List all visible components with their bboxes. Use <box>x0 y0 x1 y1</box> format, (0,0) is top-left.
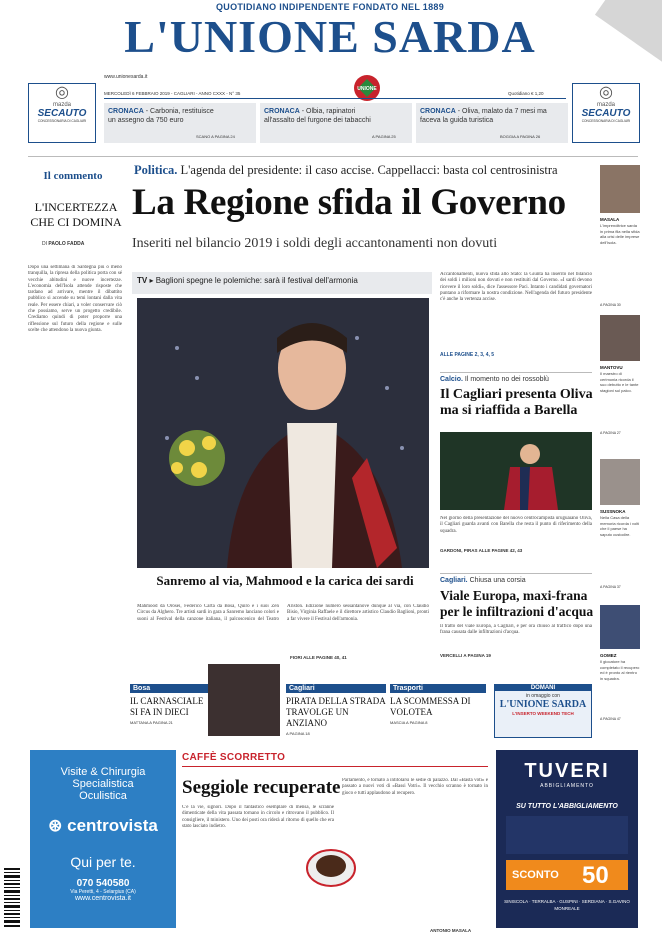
cagliari-kicker: Cagliari. Chiusa una corsia <box>440 577 526 584</box>
coffee-cup-icon <box>304 846 358 888</box>
avatar <box>600 459 640 505</box>
bottom-teaser[interactable]: Trasporti LA SCOMMESSA DI VOLOTEA MASCIA A PAGINA 8 <box>390 684 486 736</box>
main-headline: La Regione sfida il Governo <box>132 182 566 223</box>
caffe-body-2: Parlamento, è tornato a intitolarsi le sedie di palazzo. Dal «Basta voti» è passato a nuovi voti di «Bassi Votri». Il vecchio scranno è tornato in gioco e tutti applaudono al recupero. <box>342 778 488 796</box>
bottom-teaser[interactable]: Cagliari PIRATA DELLA STRADA TRAVOLGE UN ANZIANO A PAGINA 18 <box>286 685 386 736</box>
commento-label: Il commento <box>43 170 103 182</box>
top-teaser[interactable]: CRONACA - Carbonia, restituisce un assegno da 750 euro SCANO A PAGINA 24 <box>104 103 256 143</box>
cagliari-ref: VERCELLI A PAGINA 19 <box>440 653 491 658</box>
commento-body: Dopo una settimana di Sardegna più o meno tranquilla, la ripresa della politica porta con sé vecchie abitudini e nuove incertezze. L'economia dell'Isola attende risposte che tardano ad arrivare, mentre il dibattito pubblico si accende su temi lontani dalla vita reale. Per essere chiari, a voler conservare ciò che possiamo, serve un progetto credibile. Crediamo quindi di poter proporre una riflessione sul futuro della regione e sulle scelte che attendono la nuova giunta. <box>28 265 122 333</box>
sidebar-people: MASALA L'imprenditrice sarda in prima fila nella sfida alla crisi delle imprese dell'Isola. A PAGINA 30 MANTOVU Il maestro di cerimonia ricorda il suo debutto e le tante stagioni sul palco. A PAGINA 27 SUSSNOKA Nella Casa della memoria ricorda i volti che il paese ha saputo custodire. A PAGINA 37 GOMEZ Il giocatore ha completato il recupero ed è pronto al rientro in squadra. A PAGINA 47 <box>600 165 640 725</box>
masthead-tagline: QUOTIDIANO INDIPENDENTE FONDATO NEL 1889 <box>215 2 445 12</box>
caffe-headline: Seggiole recuperate <box>182 777 341 798</box>
masthead-dateline: MERCOLEDÌ 6 FEBBRAIO 2019 - CAGLIARI - ANNO CXXX - N° 35 <box>104 91 241 96</box>
tv-caption: Sanremo al via, Mahmood e la carica dei sardi <box>156 573 414 588</box>
caffe-body-1: C'è la vie, signori. Dopo il fantastico esemplare di mensa, le scranne dimenticate della vita passata tornano in circolo e ritrovano il pubblico. Il consigliere, il ministero. Uno dei posti ora riderà al ritorno di quello che era stato lasciato indietro. <box>182 805 334 829</box>
mazda-logo-icon: ◎ <box>55 84 69 101</box>
commento-title: L'INCERTEZZA CHE CI DOMINA <box>30 200 122 229</box>
calcio-headline: Il Cagliari presenta Oliva ma si riaffida a Barella <box>440 387 593 418</box>
calcio-ref: GARDONI, PIRAS ALLE PAGINE 42, 43 <box>440 548 523 553</box>
ad-centrovista[interactable]: Visite & Chirurgia Specialistica Oculistica ⊛ centrovista Qui per te. 070 540580 Via Peretti, 4 - Selargius (CA) www.centrovista.it <box>30 750 176 928</box>
sconto-badge: SCONTO 50 <box>506 860 628 890</box>
main-body: Accantonamenti, nuova sfida allo Stato: la Giunta ha inserito nel bilancio dei soldi i milioni non dovuti e non restituiti dal Governo. «I sardi devono ricevere il loro soldi», dice l'assessore Paci. Intanto i candidati governatori puntano a riformare la nostra condizione. Nell'agenda del futuro presidente c'è anche la vertenza accise. <box>440 272 592 303</box>
tv-strip[interactable]: TV ▸ Baglioni spegne le polemiche: sarà il festival dell'armonia <box>132 272 432 294</box>
calcio-body: Nel giorno della presentazione del nuovo centrocampista uruguaiano Oliva, il Cagliari guarda avanti con Barella che resta il punto di riferimento della squadra. <box>440 516 592 534</box>
top-teaser[interactable]: CRONACA - Olbia, rapinatori all'assalto del furgone dei tabacchi A PAGINA 25 <box>260 103 412 143</box>
bottom-teaser[interactable]: Bosa IL CARNASCIALE SI FA IN DIECI MATTANA A PAGINA 21 <box>130 684 208 736</box>
tv-ref: FIORI ALLE PAGINE 40, 41 <box>290 655 347 660</box>
ad-top-left[interactable]: ◎ mazda SECAUTO CONCESSIONARIA DI CAGLIARI <box>28 83 96 143</box>
top-teaser[interactable]: CRONACA - Oliva, malato da 7 mesi ma faceva la guida turistica BOGGIA A PAGINA 26 <box>416 103 568 143</box>
centrovista-logo-icon: ⊛ <box>48 816 63 835</box>
bosa-photo <box>208 664 280 736</box>
tv-body: Mahmood da Orosei, Federico Carta da Bosa, Quiro e i suoi Zen Circus da Alghero. Tre artisti sardi in gara a Sanremo lanciano colori e suoni al Festival della canzone italiana, il palcoscenico del Teatro Ariston. Edizione numero sessantanove dunque al via, con Claudio Bisio, Virginia Raffaele e il direttore artistico Claudio Baglioni, pronti a far vivere il Festival dell'armonia. <box>137 604 429 622</box>
cagliari-headline: Viale Europa, maxi-frana per le infiltrazioni d'acqua <box>440 588 594 619</box>
mazda-logo-icon: ◎ <box>599 84 613 101</box>
ad-tuveri[interactable]: TUVERI ABBIGLIAMENTO SU TUTTO L'ABBIGLIAMENTO SCONTO 50 SINISCOLA · TERRALBA · GUSPINI · SERDIANA · S.GAVINO MONREALE <box>496 750 638 928</box>
masthead-title: L'UNIONE SARDA <box>124 11 536 62</box>
commento-author: DI PAOLO FADDA <box>42 241 85 247</box>
cagliari-body: Il tratto del viale Europa, a Cagliari, è per ora chiuso al traffico dopo una frana causata dalle infiltrazioni d'acqua. <box>440 624 592 636</box>
main-subhead: Inseriti nel bilancio 2019 i soldi degli accantonamenti non dovuti <box>132 236 498 251</box>
calcio-kicker: Calcio. Il momento no dei rossoblù <box>440 376 549 383</box>
avatar <box>600 605 640 649</box>
avatar <box>600 165 640 213</box>
caffe-label: CAFFÈ SCORRETTO <box>182 752 286 763</box>
ad-top-right[interactable]: ◎ mazda SECAUTO CONCESSIONARIA DI CAGLIARI <box>572 83 640 143</box>
main-ref: ALLE PAGINE 2, 3, 4, 5 <box>440 352 495 358</box>
caffe-author: ANTONIO MASALA <box>430 928 472 933</box>
main-kicker: Politica. L'agenda del presidente: il caso accise. Cappellacci: basta col centrosinistra <box>134 163 558 177</box>
masthead-price: Quotidiano € 1,20 <box>508 91 544 96</box>
sanremo-photo <box>137 298 429 568</box>
avatar <box>600 315 640 361</box>
brand-logos <box>506 816 628 854</box>
svg-text:UNIONE: UNIONE <box>357 86 377 92</box>
calcio-photo <box>440 432 592 510</box>
barcode <box>4 868 20 928</box>
promo-box[interactable]: DOMANI in omaggio con L'UNIONE SARDA L'INSERTO WEEKEND TECH <box>494 684 592 738</box>
corner-badge <box>595 0 662 66</box>
masthead-site: www.unionesarda.it <box>104 74 148 80</box>
